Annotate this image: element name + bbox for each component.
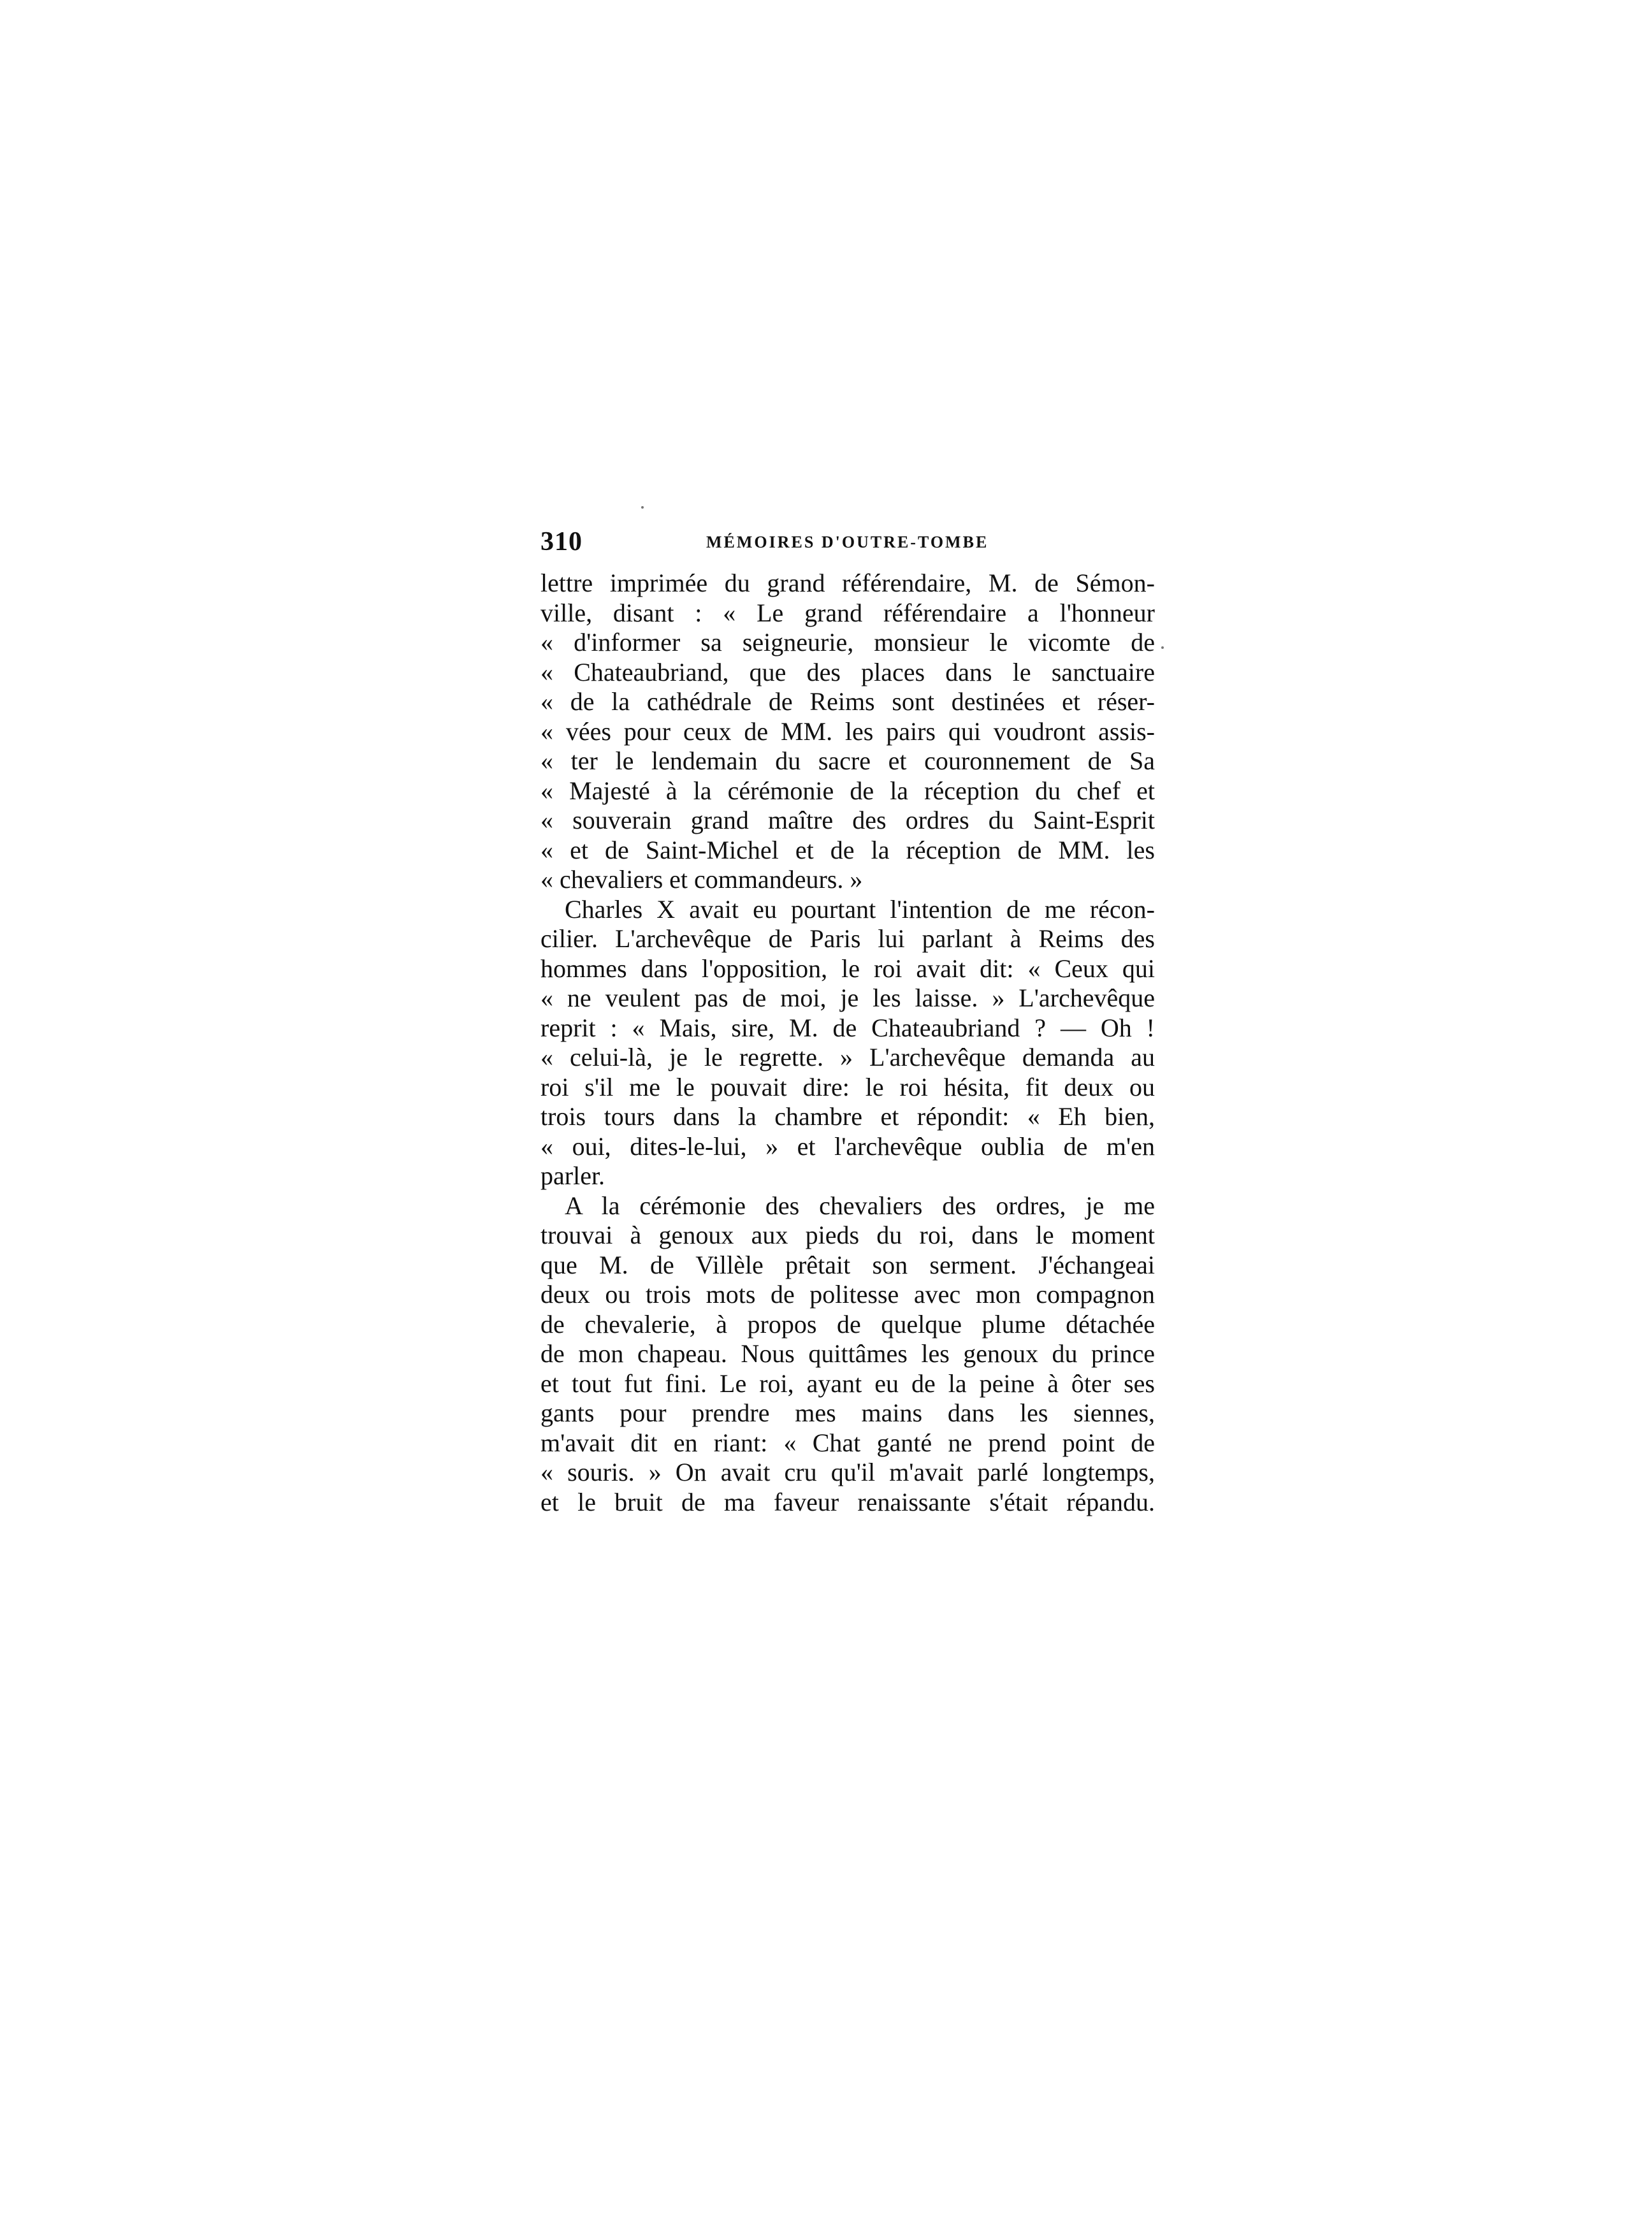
text-line: « Majesté à la cérémonie de la réception du chef et (540, 776, 1155, 805)
text-line: A la cérémonie des chevaliers des ordres, je me (565, 1191, 1155, 1220)
text-line: « oui, dites-le-lui, » et l'archevêque oublia de m'en (540, 1131, 1155, 1161)
text-line: « et de Saint-Michel et de la réception de MM. les (540, 835, 1155, 864)
text-line: et le bruit de ma faveur renaissante s'était répandu. (540, 1487, 1155, 1516)
text-line: deux ou trois mots de politesse avec mon compagnon (540, 1280, 1155, 1309)
paragraph-1 (540, 569, 1155, 895)
text-line: hommes dans l'opposition, le roi avait dit: « Ceux qui (540, 954, 1155, 983)
text-line: de chevalerie, à propos de quelque plume détachée (540, 1309, 1155, 1339)
text-line: m'avait dit en riant: « Chat ganté ne prend point de (540, 1428, 1155, 1457)
text-line: trois tours dans la chambre et répondit: « Eh bien, (540, 1102, 1155, 1131)
text-line: de mon chapeau. Nous quittâmes les genoux du prince (540, 1339, 1155, 1368)
text-line: lettre imprimée du grand référendaire, M. de Sémon- (540, 569, 1155, 597)
text-line: « vées pour ceux de MM. les pairs qui voudront assis- (540, 716, 1155, 746)
text-line: « souverain grand maître des ordres du Saint-Esprit (540, 806, 1155, 834)
body-text (540, 569, 1155, 1517)
text-line: « Chateaubriand, que des places dans le sanctuaire (540, 657, 1155, 686)
scan-speck (641, 506, 644, 509)
text-line: ville, disant : « Le grand référendaire a l'honneur (540, 598, 1155, 627)
scan-speck (1161, 646, 1164, 649)
text-line: « souris. » On avait cru qu'il m'avait parlé longtemps, (540, 1458, 1155, 1486)
text-line: cilier. L'archevêque de Paris lui parlant à Reims des (540, 924, 1155, 953)
text-line: « chevaliers et commandeurs. » (540, 865, 863, 894)
text-line: gants pour prendre mes mains dans les siennes, (540, 1398, 1155, 1427)
text-line: roi s'il me le pouvait dire: le roi hésita, fit deux ou (540, 1072, 1155, 1101)
text-line: « ne veulent pas de moi, je les laisse. » L'archevêque (540, 984, 1155, 1012)
text-line: « de la cathédrale de Reims sont destinées et réser- (540, 687, 1155, 716)
text-line: « ter le lendemain du sacre et couronnement de Sa (540, 746, 1155, 775)
paragraph-2 (540, 895, 1155, 1191)
text-line: reprit : « Mais, sire, M. de Chateaubriand ? — Oh ! (540, 1013, 1155, 1042)
text-line: que M. de Villèle prêtait son serment. J'échangeai (540, 1250, 1155, 1279)
page-header (540, 526, 1152, 565)
text-line: parler. (540, 1161, 605, 1190)
text-line: et tout fut fini. Le roi, ayant eu de la peine à ôter ses (540, 1368, 1155, 1398)
page-number: 310 (540, 527, 583, 556)
text-line: « d'informer sa seigneurie, monsieur le vicomte de (540, 628, 1155, 657)
paragraph-3 (540, 1191, 1155, 1518)
text-line: trouvai à genoux aux pieds du roi, dans le moment (540, 1221, 1155, 1249)
text-line: « celui-là, je le regrette. » L'archevêque demanda au (540, 1043, 1155, 1071)
text-line: Charles X avait eu pourtant l'intention de me récon- (565, 894, 1155, 924)
running-title: MÉMOIRES D'OUTRE-TOMBE (706, 533, 989, 551)
